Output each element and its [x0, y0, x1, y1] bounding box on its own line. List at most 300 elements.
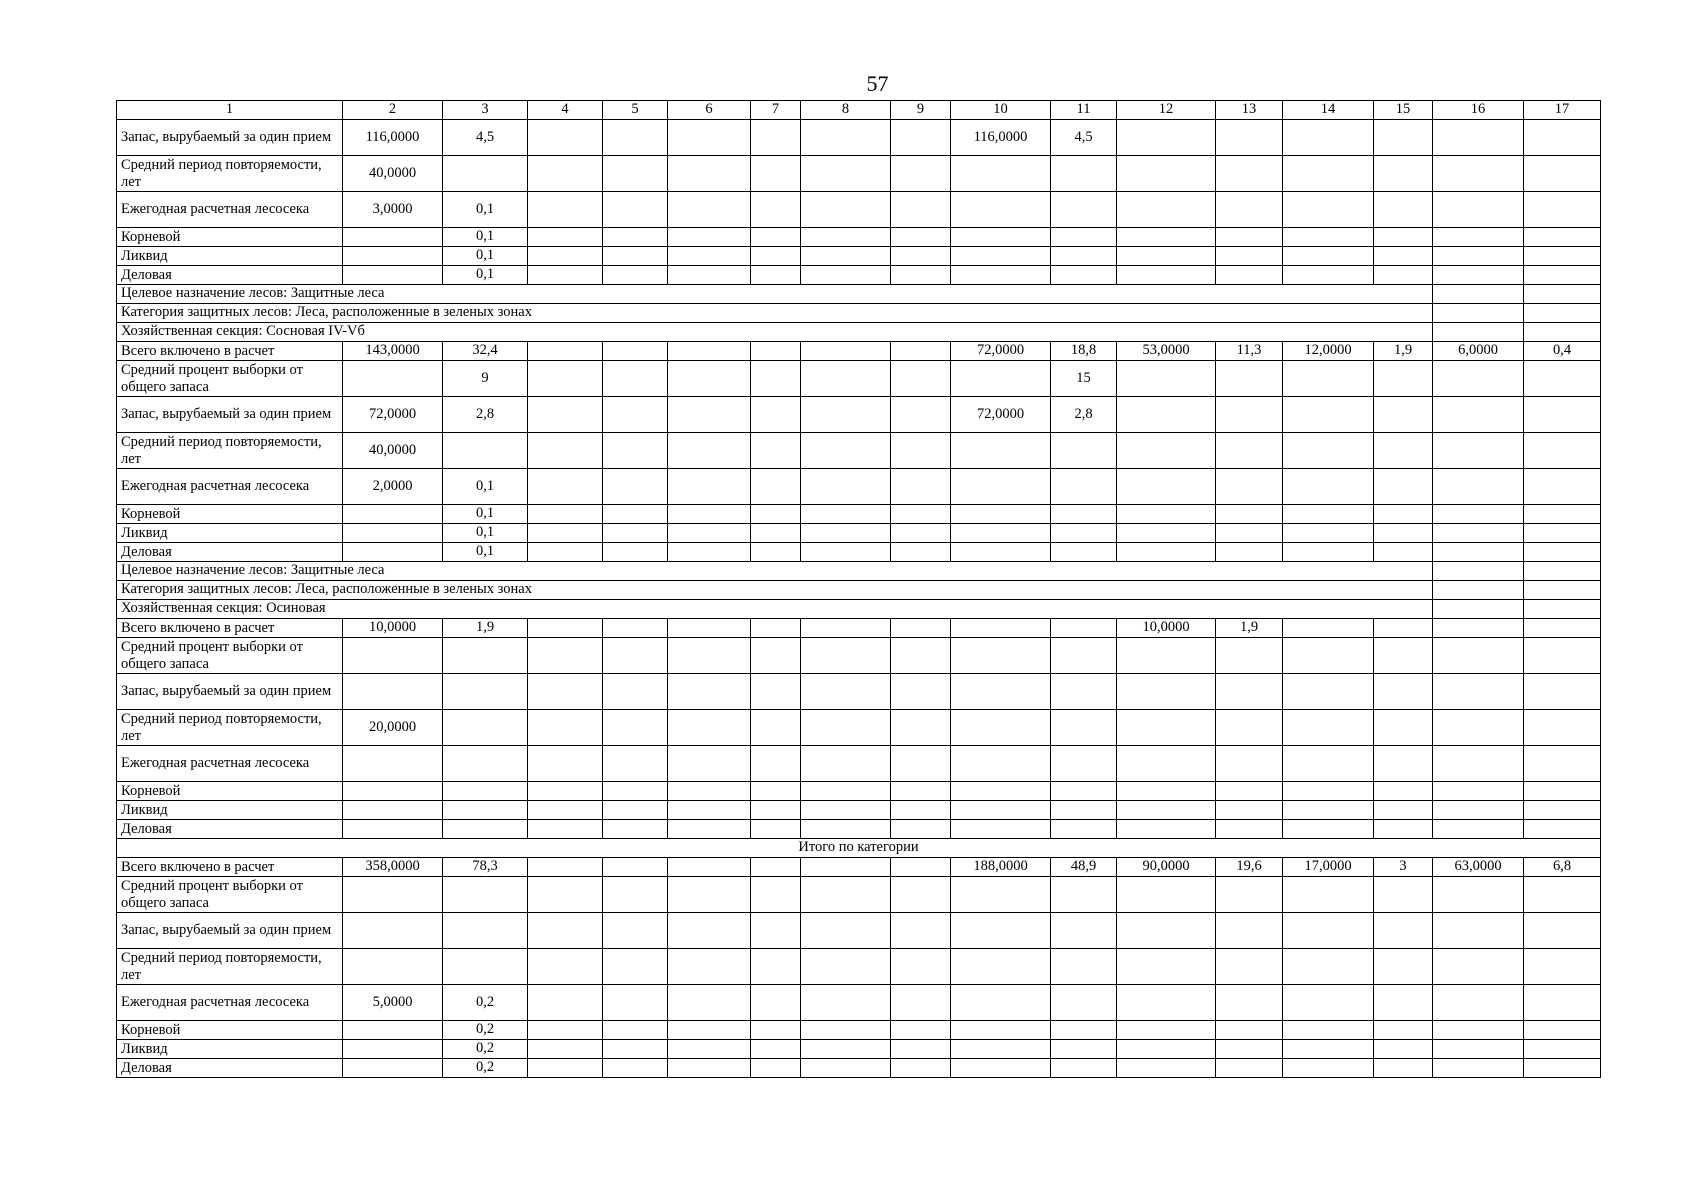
table-cell [1283, 1040, 1374, 1059]
table-cell [801, 156, 891, 192]
table-cell [343, 913, 443, 949]
table-cell [1524, 1040, 1601, 1059]
table-cell [1117, 746, 1216, 782]
table-cell: 3,0000 [343, 192, 443, 228]
table-cell [1216, 820, 1283, 839]
table-cell [951, 361, 1051, 397]
table-cell [801, 228, 891, 247]
row-label: Средний период повторяемости, лет [117, 710, 343, 746]
table-cell [891, 397, 951, 433]
table-cell [1117, 1021, 1216, 1040]
table-cell [343, 674, 443, 710]
table-cell [801, 1021, 891, 1040]
table-row [117, 361, 1601, 397]
column-number: 6 [668, 101, 751, 120]
table-cell [603, 433, 668, 469]
table-cell [751, 638, 801, 674]
table-cell [751, 985, 801, 1021]
column-number: 11 [1051, 101, 1117, 120]
table-cell [1283, 877, 1374, 913]
table-cell: 40,0000 [343, 433, 443, 469]
table-cell [1433, 638, 1524, 674]
table-cell [751, 746, 801, 782]
column-number: 12 [1117, 101, 1216, 120]
table-cell [1433, 323, 1524, 342]
table-cell: 0,4 [1524, 342, 1601, 361]
table-cell [891, 192, 951, 228]
table-cell [1524, 361, 1601, 397]
table-cell [1524, 323, 1601, 342]
row-label: Деловая [117, 543, 343, 562]
table-cell: 4,5 [1051, 120, 1117, 156]
column-number: 5 [603, 101, 668, 120]
table-cell [1524, 1059, 1601, 1078]
column-number: 14 [1283, 101, 1374, 120]
table-cell [1117, 524, 1216, 543]
row-label: Всего включено в расчет [117, 342, 343, 361]
table-cell [951, 619, 1051, 638]
table-cell [603, 710, 668, 746]
table-cell [891, 266, 951, 285]
table-cell [343, 266, 443, 285]
table-cell [1283, 469, 1374, 505]
table-cell [668, 949, 751, 985]
table-cell [751, 433, 801, 469]
table-cell [668, 1059, 751, 1078]
table-cell [528, 543, 603, 562]
row-label: Корневой [117, 1021, 343, 1040]
table-cell [1433, 913, 1524, 949]
table-cell [603, 1059, 668, 1078]
table-cell [1216, 1021, 1283, 1040]
table-cell [1433, 120, 1524, 156]
table-cell [343, 543, 443, 562]
table-cell [668, 342, 751, 361]
table-cell [1216, 985, 1283, 1021]
table-cell [668, 524, 751, 543]
table-cell [1374, 397, 1433, 433]
table-cell [668, 858, 751, 877]
table-cell [1216, 524, 1283, 543]
table-cell [1374, 638, 1433, 674]
table-cell [528, 433, 603, 469]
table-cell [801, 782, 891, 801]
table-cell [1216, 505, 1283, 524]
table-cell [951, 192, 1051, 228]
table-cell [603, 543, 668, 562]
row-label: Деловая [117, 820, 343, 839]
table-cell [443, 949, 528, 985]
table-cell [951, 801, 1051, 820]
table-row [117, 674, 1601, 710]
table-cell [801, 746, 891, 782]
table-cell [751, 820, 801, 839]
table-cell [1433, 192, 1524, 228]
table-cell [603, 469, 668, 505]
table-cell [668, 820, 751, 839]
table-row [117, 638, 1601, 674]
row-label: Ликвид [117, 247, 343, 266]
table-cell [751, 361, 801, 397]
table-cell [343, 505, 443, 524]
table-cell [1216, 877, 1283, 913]
table-cell [603, 156, 668, 192]
table-cell [951, 1059, 1051, 1078]
table-cell [1051, 469, 1117, 505]
row-label: Ежегодная расчетная лесосека [117, 985, 343, 1021]
table-cell [751, 782, 801, 801]
table-cell [1433, 543, 1524, 562]
table-cell [1524, 1021, 1601, 1040]
table-cell [1117, 949, 1216, 985]
table-cell [801, 674, 891, 710]
table-cell [603, 1040, 668, 1059]
table-cell [668, 801, 751, 820]
table-cell [951, 746, 1051, 782]
section-heading: Категория защитных лесов: Леса, расположенные в зеленых зонах [117, 304, 1433, 323]
table-cell [668, 619, 751, 638]
table-row [117, 120, 1601, 156]
table-cell [1524, 228, 1601, 247]
table-cell: 0,1 [443, 524, 528, 543]
table-cell [603, 746, 668, 782]
table-cell [528, 985, 603, 1021]
table-cell [801, 543, 891, 562]
table-cell [1283, 266, 1374, 285]
table-cell [668, 746, 751, 782]
table-cell [1374, 228, 1433, 247]
table-cell [528, 1021, 603, 1040]
table-cell [668, 543, 751, 562]
table-cell [1051, 949, 1117, 985]
table-cell [891, 342, 951, 361]
table-cell [1216, 801, 1283, 820]
table-cell [1374, 266, 1433, 285]
table-cell [668, 192, 751, 228]
table-cell [443, 674, 528, 710]
table-cell [801, 505, 891, 524]
table-cell [801, 1040, 891, 1059]
table-cell [1433, 801, 1524, 820]
table-cell [1524, 820, 1601, 839]
table-cell [1524, 192, 1601, 228]
table-row [117, 877, 1601, 913]
table-cell [1051, 524, 1117, 543]
table-cell [1433, 1059, 1524, 1078]
table-cell [603, 505, 668, 524]
table-row [117, 543, 1601, 562]
table-cell [1283, 433, 1374, 469]
table-cell: 3 [1374, 858, 1433, 877]
table-cell [951, 985, 1051, 1021]
table-cell: 0,1 [443, 543, 528, 562]
table-cell [1216, 746, 1283, 782]
table-cell [343, 746, 443, 782]
table-cell [668, 156, 751, 192]
table-cell [1524, 877, 1601, 913]
table-cell [891, 949, 951, 985]
table-cell [528, 397, 603, 433]
table-cell [951, 266, 1051, 285]
table-cell [951, 913, 1051, 949]
table-cell [603, 877, 668, 913]
table-cell [1433, 304, 1524, 323]
table-cell [1216, 228, 1283, 247]
table-cell [891, 505, 951, 524]
table-cell [668, 877, 751, 913]
table-cell [1524, 949, 1601, 985]
table-cell [603, 228, 668, 247]
table-cell [528, 361, 603, 397]
table-cell [603, 192, 668, 228]
row-label: Корневой [117, 228, 343, 247]
table-cell [1283, 192, 1374, 228]
table-cell [1117, 543, 1216, 562]
table-cell [668, 782, 751, 801]
table-cell [528, 1059, 603, 1078]
column-number: 2 [343, 101, 443, 120]
table-cell [1283, 1059, 1374, 1078]
table-cell [528, 619, 603, 638]
table-cell [1524, 247, 1601, 266]
table-cell [443, 877, 528, 913]
table-cell [528, 156, 603, 192]
table-cell [891, 913, 951, 949]
table-cell [751, 469, 801, 505]
table-cell [1283, 619, 1374, 638]
table-cell [751, 192, 801, 228]
row-label: Запас, вырубаемый за один прием [117, 674, 343, 710]
table-cell [1433, 247, 1524, 266]
table-row [117, 397, 1601, 433]
table-cell [801, 913, 891, 949]
table-cell [1216, 469, 1283, 505]
table-cell [668, 469, 751, 505]
table-row [117, 247, 1601, 266]
table-cell [1374, 820, 1433, 839]
table-cell [951, 638, 1051, 674]
table-cell [1433, 746, 1524, 782]
table-cell [1524, 746, 1601, 782]
table-cell: 32,4 [443, 342, 528, 361]
table-cell [801, 192, 891, 228]
table-cell [891, 985, 951, 1021]
table-row [117, 710, 1601, 746]
table-cell: 0,1 [443, 192, 528, 228]
table-cell [528, 505, 603, 524]
table-cell [1433, 361, 1524, 397]
table-cell [528, 1040, 603, 1059]
table-cell [1216, 247, 1283, 266]
table-cell [1433, 285, 1524, 304]
row-label: Средний процент выборки от общего запаса [117, 638, 343, 674]
table-cell [1283, 985, 1374, 1021]
table-cell [668, 361, 751, 397]
table-cell [891, 674, 951, 710]
table-cell [801, 524, 891, 543]
row-label: Ликвид [117, 1040, 343, 1059]
table-cell [1051, 619, 1117, 638]
table-cell [1283, 247, 1374, 266]
table-cell [1216, 361, 1283, 397]
table-cell: 11,3 [1216, 342, 1283, 361]
table-cell [801, 469, 891, 505]
table-cell [528, 524, 603, 543]
table-cell [1524, 505, 1601, 524]
table-cell [343, 949, 443, 985]
table-cell [801, 877, 891, 913]
table-cell [1524, 801, 1601, 820]
table-cell [801, 266, 891, 285]
table-cell: 0,1 [443, 505, 528, 524]
section-heading: Хозяйственная секция: Сосновая IV-Vб [117, 323, 1433, 342]
table-cell [1433, 562, 1524, 581]
column-number: 1 [117, 101, 343, 120]
table-cell: 18,8 [1051, 342, 1117, 361]
table-cell: 12,0000 [1283, 342, 1374, 361]
table-cell [528, 120, 603, 156]
table-cell [891, 1059, 951, 1078]
table-cell [1374, 619, 1433, 638]
row-label: Средний период повторяемости, лет [117, 949, 343, 985]
table-cell [343, 1040, 443, 1059]
table-cell [1117, 985, 1216, 1021]
table-cell [1524, 397, 1601, 433]
table-cell [891, 858, 951, 877]
table-cell [1433, 985, 1524, 1021]
table-row [117, 342, 1601, 361]
table-cell [668, 433, 751, 469]
table-cell [1374, 524, 1433, 543]
table-cell [603, 949, 668, 985]
table-cell [1374, 710, 1433, 746]
table-cell: 0,2 [443, 985, 528, 1021]
table-row [117, 782, 1601, 801]
table-cell [891, 543, 951, 562]
table-cell [1051, 247, 1117, 266]
section-heading: Категория защитных лесов: Леса, расположенные в зеленых зонах [117, 581, 1433, 600]
table-cell [603, 361, 668, 397]
row-label: Ежегодная расчетная лесосека [117, 192, 343, 228]
row-label: Средний процент выборки от общего запаса [117, 877, 343, 913]
table-cell [1117, 266, 1216, 285]
table-cell [1283, 120, 1374, 156]
table-cell [1283, 949, 1374, 985]
section-heading-row [117, 581, 1601, 600]
table-cell [1283, 782, 1374, 801]
table-cell: 72,0000 [951, 397, 1051, 433]
table-cell: 10,0000 [1117, 619, 1216, 638]
table-cell [1051, 266, 1117, 285]
table-cell [528, 858, 603, 877]
table-cell [603, 801, 668, 820]
table-cell [1433, 433, 1524, 469]
table-cell [1117, 397, 1216, 433]
table-row [117, 801, 1601, 820]
table-cell [1374, 469, 1433, 505]
table-cell [891, 877, 951, 913]
table-cell [1216, 543, 1283, 562]
table-cell [1374, 120, 1433, 156]
table-cell [668, 674, 751, 710]
table-cell [891, 247, 951, 266]
table-cell [1051, 985, 1117, 1021]
table-cell: 5,0000 [343, 985, 443, 1021]
table-cell: 1,9 [1216, 619, 1283, 638]
column-number: 7 [751, 101, 801, 120]
table-cell [801, 949, 891, 985]
table-cell [891, 746, 951, 782]
table-cell [951, 433, 1051, 469]
table-cell: 116,0000 [951, 120, 1051, 156]
table-cell [951, 1021, 1051, 1040]
row-label: Ежегодная расчетная лесосека [117, 746, 343, 782]
table-cell [1433, 600, 1524, 619]
table-cell [1216, 156, 1283, 192]
table-cell [343, 638, 443, 674]
table-cell: 0,2 [443, 1059, 528, 1078]
table-cell [1283, 524, 1374, 543]
table-cell [1374, 156, 1433, 192]
table-cell [1216, 949, 1283, 985]
table-cell [891, 820, 951, 839]
table-cell: 0,1 [443, 266, 528, 285]
table-cell [1524, 581, 1601, 600]
table-cell [528, 266, 603, 285]
table-cell [1051, 1021, 1117, 1040]
table-cell [751, 674, 801, 710]
table-cell [1117, 801, 1216, 820]
table-cell [1374, 543, 1433, 562]
column-number: 13 [1216, 101, 1283, 120]
table-cell [891, 801, 951, 820]
table-cell [1524, 782, 1601, 801]
table-cell: 4,5 [443, 120, 528, 156]
table-cell [668, 913, 751, 949]
table-cell [1117, 247, 1216, 266]
table-cell [1433, 820, 1524, 839]
table-cell [1433, 266, 1524, 285]
table-cell [1117, 192, 1216, 228]
table-row [117, 228, 1601, 247]
section-heading: Целевое назначение лесов: Защитные леса [117, 285, 1433, 304]
table-cell [668, 247, 751, 266]
table-cell: 358,0000 [343, 858, 443, 877]
table-cell [603, 342, 668, 361]
table-cell [751, 524, 801, 543]
table-cell [1051, 638, 1117, 674]
table-cell [801, 342, 891, 361]
table-cell [1051, 1059, 1117, 1078]
table-cell [1524, 913, 1601, 949]
table-cell [528, 469, 603, 505]
table-cell [1117, 120, 1216, 156]
section-heading-row [117, 285, 1601, 304]
table-cell [1117, 913, 1216, 949]
table-cell [1524, 266, 1601, 285]
table-cell: 19,6 [1216, 858, 1283, 877]
table-cell [801, 820, 891, 839]
table-cell [1117, 1059, 1216, 1078]
table-cell [891, 156, 951, 192]
table-cell [801, 397, 891, 433]
table-cell [1374, 247, 1433, 266]
column-number: 9 [891, 101, 951, 120]
table-cell [801, 1059, 891, 1078]
table-cell: 15 [1051, 361, 1117, 397]
table-cell [801, 985, 891, 1021]
table-row [117, 985, 1601, 1021]
